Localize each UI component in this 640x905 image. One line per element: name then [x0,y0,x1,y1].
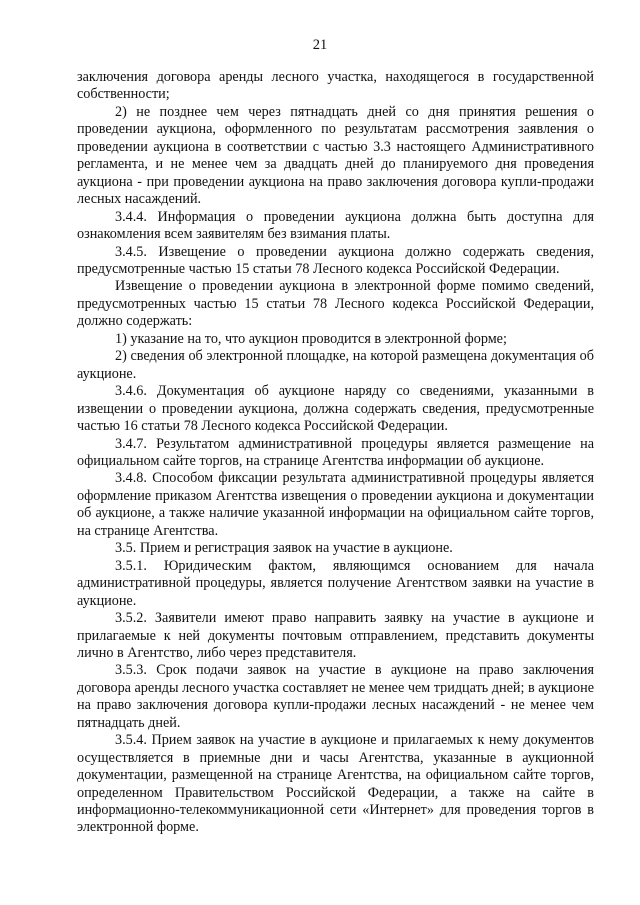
paragraph-3-4-5: 3.4.5. Извещение о проведении аукциона должно содержать сведения, предусмотренные частью 15 статьи 78 Лесного кодекса Российской Федерации. [77,243,594,277]
paragraph-electronic-item-2: 2) сведения об электронной площадке, на которой размещена документация об аукционе. [77,348,594,382]
paragraph-3-5-2: 3.5.2. Заявители имеют право направить заявку на участие в аукционе и прилагаемые к ней документы почтовым отправлением, представить документы лично в Агентство, либо через представителя. [77,610,594,661]
paragraph-electronic-item-1: 1) указание на то, что аукцион проводится в электронной форме; [115,330,507,347]
paragraph-electronic-notice: Извещение о проведении аукциона в электронной форме помимо сведений, предусмотренных частью 15 статьи 78 Лесного кодекса Российской Федерации, должно содержать: [77,278,594,330]
paragraph-3-5: 3.5. Прием и регистрация заявок на участие в аукционе. [115,540,453,557]
paragraph-3-4-8: 3.4.8. Способом фиксации результата административной процедуры является оформление приказом Агентства извещения о проведении аукциона и документации об аукционе, а также наличие указанной информации на официальном сайте торгов, на странице Агентства. [77,470,594,539]
page-content [77,69,594,837]
paragraph-item-2: 2) не позднее чем через пятнадцать дней со дня принятия решения о проведении аукциона, оформленного по результатам рассмотрения заявления о проведении аукциона в соответствии с частью 3.3 настоящего Административного регламента, и не менее чем за двадцать дней до планируемого дня проведения аукциона - при проведении аукциона на право заключения договора купли-продажи лесных насаждений. [77,103,594,208]
paragraph-3-4-4: 3.4.4. Информация о проведении аукциона должна быть доступна для ознакомления всем заявителям без взимания платы. [77,208,594,243]
paragraph-3-5-3: 3.5.3. Срок подачи заявок на участие в аукционе на право заключения договора аренды лесного участка составляет не менее чем тридцать дней; в аукционе на право заключения договора купли-продажи лесных насаждений - не менее чем пятнадцать дней. [77,662,594,731]
page-number: 21 [312,37,328,53]
paragraph-continuation: заключения договора аренды лесного участка, находящегося в государственной собственности; [77,69,594,103]
paragraph-3-5-4: 3.5.4. Прием заявок на участие в аукционе и прилагаемых к нему документов осуществляется в приемные дни и часы Агентства, указанные в аукционной документации, размещенной на странице Агентства, на официальном сайте торгов, определенном Правительством Российской Федерации, а также на сайте в информационно-телекоммуникационной сети «Интернет» для проведения торгов в электронной форме. [77,732,594,836]
paragraph-3-5-1: 3.5.1. Юридическим фактом, являющимся основанием для начала административной процедуры, является получение Агентством заявки на участие в аукционе. [77,557,594,609]
paragraph-3-4-7: 3.4.7. Результатом административной процедуры является размещение на официальном сайте торгов, на странице Агентства информации об аукционе. [77,435,594,469]
paragraph-3-4-6: 3.4.6. Документация об аукционе наряду со сведениями, указанными в извещении о проведении аукциона, должна содержать сведения, предусмотренные частью 16 статьи 78 Лесного кодекса Российской Федерации. [77,383,594,435]
